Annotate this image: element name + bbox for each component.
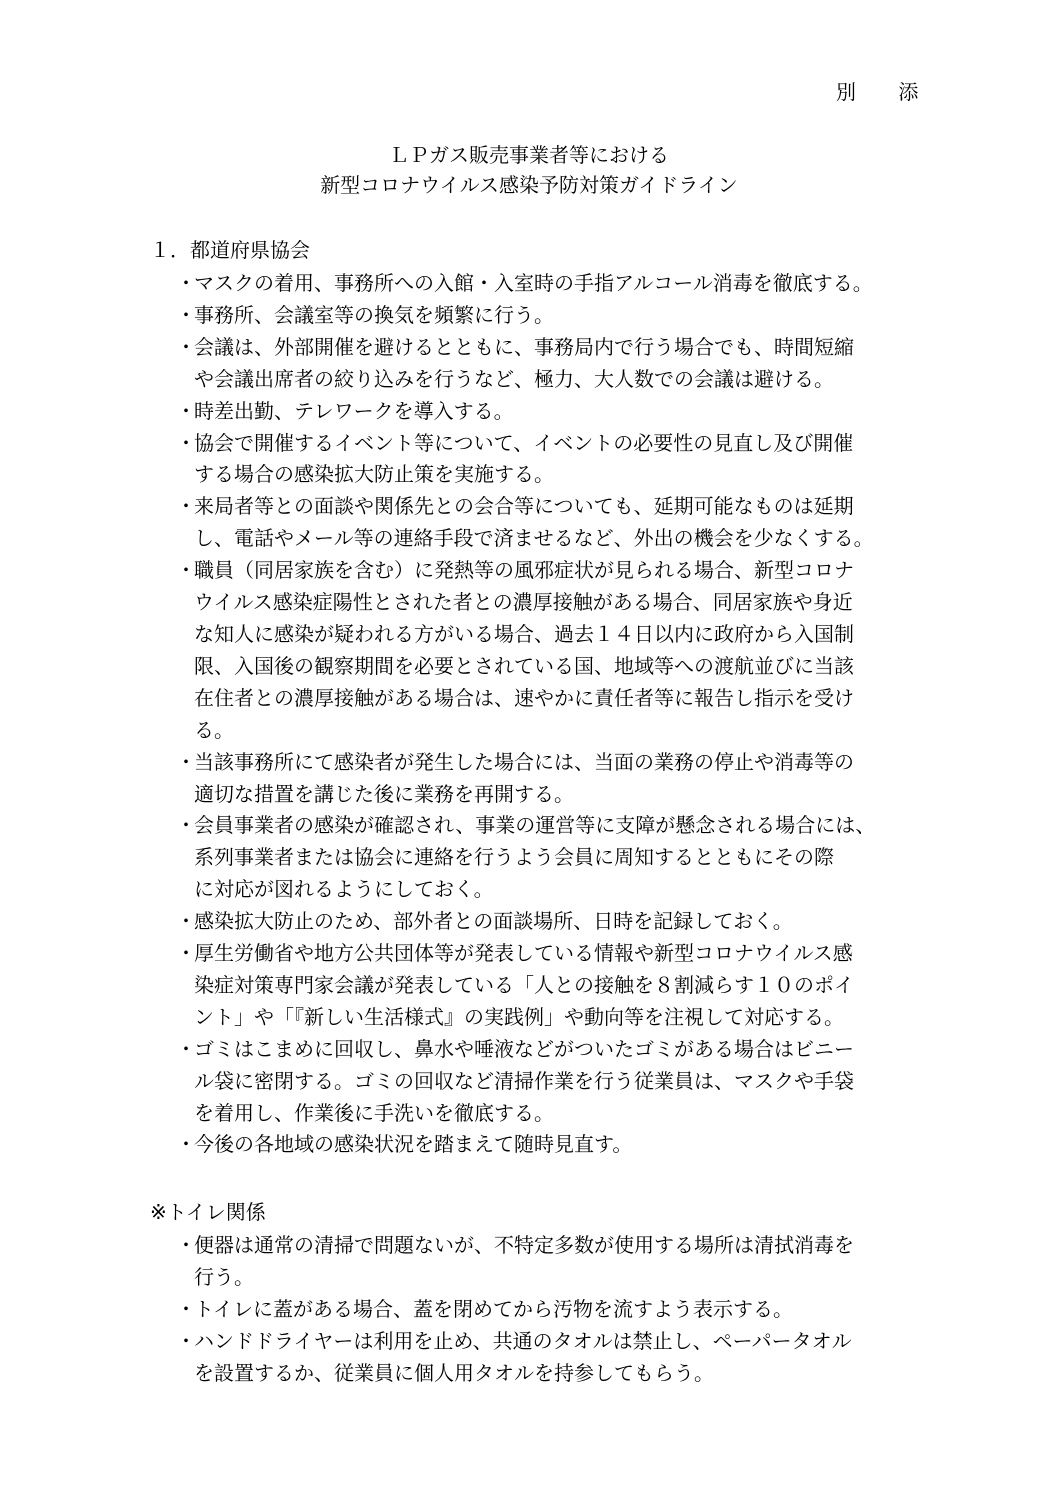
- list-item: [176, 810, 916, 906]
- list-item: [176, 747, 916, 811]
- list-item-line: 今後の各地域の感染状況を踏まえて随時見直す。: [194, 1132, 633, 1157]
- list-item-line: や会議出席者の絞り込みを行うなど、極力、大人数での会議は避ける。: [194, 366, 834, 391]
- list-item: [176, 1129, 916, 1161]
- list-item: [176, 1326, 916, 1390]
- list-item: [176, 428, 916, 492]
- bullet-mark: ・: [176, 271, 196, 295]
- list-item-line: る。: [194, 717, 234, 742]
- list-item-line: ント」や「『新しい生活様式』の実践例」や動向等を注視して対応する。: [194, 1004, 844, 1029]
- list-item: [176, 491, 916, 555]
- bullet-mark: ・: [176, 558, 196, 583]
- list-item-line: を設置するか、従業員に個人用タオルを持参してもらう。: [194, 1360, 714, 1385]
- list-item: [176, 300, 916, 332]
- list-item-line: 便器は通常の清掃で問題ないが、不特定多数が使用する場所は清拭消毒を: [194, 1233, 854, 1257]
- bullet-mark: ・: [176, 813, 196, 838]
- list-item-line: 系列事業者または協会に連絡を行うよう会員に周知するとともにその際: [194, 845, 834, 870]
- guideline-list: [176, 268, 916, 1161]
- list-item-line: 限、入国後の観察期間を必要とされている国、地域等への渡航並びに当該: [194, 653, 854, 678]
- list-item-line: ゴミはこまめに回収し、鼻水や唾液などがついたゴミがある場合はビニー: [194, 1036, 854, 1061]
- list-item-line: する場合の感染拡大防止策を実施する。: [194, 462, 554, 487]
- document-title: [0, 140, 1058, 200]
- list-item: [176, 938, 916, 1034]
- list-item: [176, 332, 916, 396]
- list-item: [176, 1034, 916, 1130]
- list-item-line: を着用し、作業後に手洗いを徹底する。: [194, 1100, 554, 1125]
- list-item-line: 感染拡大防止のため、部外者との面談場所、日時を記録しておく。: [194, 909, 793, 934]
- list-item-line: 時差出勤、テレワークを導入する。: [194, 398, 514, 423]
- list-item-line: 職員（同居家族を含む）に発熱等の風邪症状が見られる場合、新型コロナ: [194, 558, 854, 583]
- list-item-line: に対応が図れるようにしておく。: [194, 877, 494, 902]
- list-item-line: トイレに蓋がある場合、蓋を閉めてから汚物を流すよう表示する。: [194, 1296, 793, 1321]
- bullet-mark: ・: [176, 1036, 196, 1061]
- title-line-1: ＬＰガス販売事業者等における: [389, 143, 669, 167]
- list-item-line: 会議は、外部開催を避けるとともに、事務局内で行う場合でも、時間短縮: [194, 334, 854, 359]
- list-item-line: マスクの着用、事務所への入館・入室時の手指アルコール消毒を徹底する。: [194, 271, 873, 295]
- list-item-line: 染症対策専門家会議が発表している「人との接触を８割減らす１０のポイ: [194, 972, 854, 997]
- bullet-mark: ・: [176, 494, 196, 519]
- bullet-mark: ・: [176, 1328, 196, 1353]
- list-item-line: な知人に感染が疑われる方がいる場合、過去１４日以内に政府から入国制: [194, 621, 854, 646]
- list-item-line: 来局者等との面談や関係先との会合等についても、延期可能なものは延期: [194, 494, 854, 519]
- bullet-mark: ・: [176, 1132, 196, 1157]
- bullet-mark: ・: [176, 749, 196, 774]
- bullet-mark: ・: [176, 302, 196, 327]
- list-item-line: 会員事業者の感染が確認され、事業の運営等に支障が懸念される場合には、: [194, 813, 876, 838]
- list-item-line: 厚生労働省や地方公共団体等が発表している情報や新型コロナウイルス感: [194, 941, 853, 966]
- list-item: [176, 906, 916, 938]
- list-item-line: 協会で開催するイベント等について、イベントの必要性の見直し及び開催: [194, 430, 854, 455]
- list-item-line: 在住者との濃厚接触がある場合は、速やかに責任者等に報告し指示を受け: [194, 685, 854, 710]
- toilet-section-heading: ※トイレ関係: [150, 1200, 266, 1224]
- list-item-line: 事務所、会議室等の換気を頻繁に行う。: [194, 302, 554, 327]
- list-item-line: し、電話やメール等の連絡手段で済ませるなど、外出の機会を少なくする。: [194, 526, 874, 551]
- bullet-mark: ・: [176, 430, 196, 455]
- bullet-mark: ・: [176, 334, 196, 359]
- list-item-line: ル袋に密閉する。ゴミの回収など清掃作業を行う従業員は、マスクや手袋: [194, 1068, 854, 1093]
- list-item: [176, 396, 916, 428]
- list-item-line: 適切な措置を講じた後に業務を再開する。: [194, 781, 574, 806]
- list-item: [176, 555, 916, 746]
- bullet-mark: ・: [176, 941, 196, 966]
- bullet-mark: ・: [176, 1233, 196, 1257]
- bullet-mark: ・: [176, 909, 196, 934]
- list-item: [176, 1294, 916, 1326]
- title-line-2: 新型コロナウイルス感染予防対策ガイドライン: [320, 173, 738, 197]
- bullet-mark: ・: [176, 398, 196, 423]
- section-heading: １．都道府県協会: [150, 238, 310, 262]
- list-item: [176, 1230, 916, 1294]
- list-item-line: 当該事務所にて感染者が発生した場合には、当面の業務の停止や消毒等の: [194, 749, 854, 774]
- annex-label: 別 添: [836, 80, 937, 104]
- list-item-line: ウイルス感染症陽性とされた者との濃厚接触がある場合、同居家族や身近: [194, 590, 853, 615]
- list-item: [176, 268, 916, 300]
- toilet-guideline-list: [176, 1230, 916, 1390]
- list-item-line: ハンドドライヤーは利用を止め、共通のタオルは禁止し、ペーパータオル: [194, 1328, 852, 1353]
- list-item-line: 行う。: [194, 1264, 254, 1289]
- bullet-mark: ・: [176, 1296, 196, 1321]
